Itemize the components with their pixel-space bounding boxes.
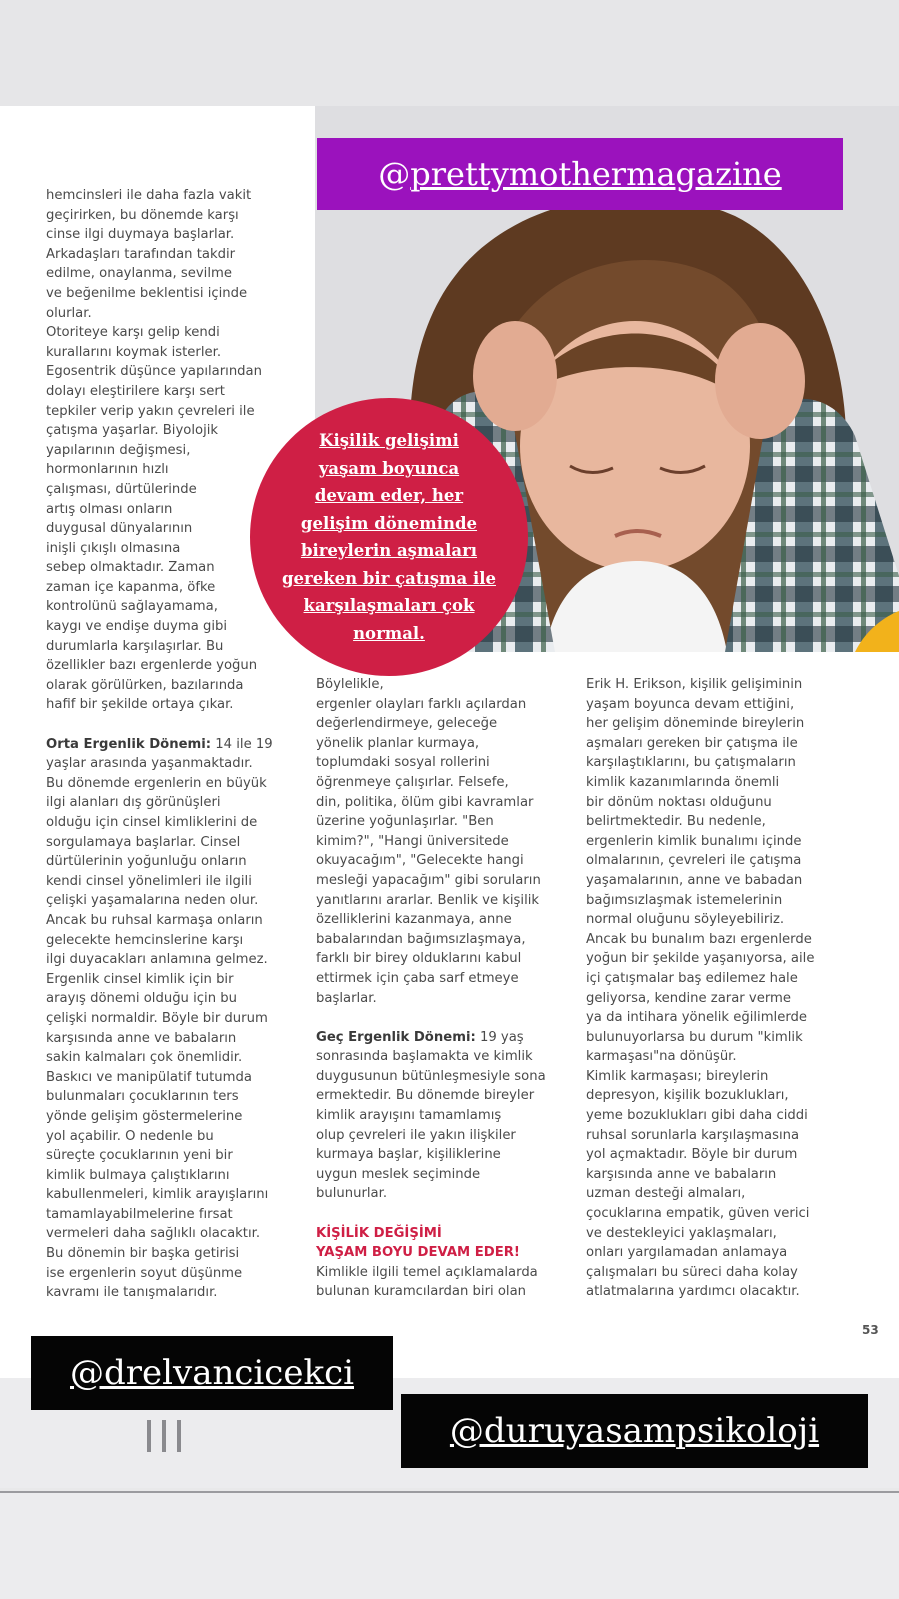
drelvancicekci-tag[interactable] <box>31 1336 393 1410</box>
menu-bars-icon[interactable] <box>145 1418 183 1454</box>
article-column-3 <box>586 675 841 1302</box>
col2-body: 19 yaş sonrasında başlamakta ve kimlik duygusunun bütünleşmesiyle sona ermektedir. Bu dönemde bireyler kimlik arayışını tamamlamış olup çevreleri ile yakın ilişkiler kurmaya başlar, kişiliklerine uygun meslek seçiminde bulunurlar. <box>316 1029 546 1202</box>
col2-heading: Geç Ergenlik Dönemi: <box>316 1029 476 1045</box>
duruyasampsikoloji-tag-text: @duruyasampsikoloji <box>449 1411 820 1451</box>
col1-heading: Orta Ergenlik Dönemi: <box>46 736 212 752</box>
col1-body: 14 ile 19 yaşlar arasında yaşanmaktadır. Bu dönemde ergenlerin en büyük ilgi alanları dış görünüşleri olduğu için cinsel kimliklerini de sorgulamaya başlarlar. Cinsel dürtülerinin yoğunluğu onların kendi cinsel yönelimleri ile ilgili çelişki yaşamalarına neden olur. Ancak bu ruhsal karmaşa onların gelecekte hemcinslerine karşı ilgi duyacakları anlamına gelmez. Ergenlik cinsel kimlik için bir arayış dönemi olduğu için bu çelişki normaldir. Böyle bir durum karşısında anne ve babaların sakin kalmaları çok önemlidir. Baskıcı ve manipülatif tutumda bulunmaları çocuklarının ters yönde gelişim göstermelerine yol açabilir. O nedenle bu süreçte çocuklarının yeni bir kimlik bulmaya çalıştıklarını kabullenmeleri, kimlik arayışlarını tamamlayabilmelerine fırsat vermeleri daha sağlıklı olacaktır. Bu dönemin bir başka getirisi ise ergenlerin soyut düşünme kavramı ile tanışmalarıdır. <box>46 736 273 1301</box>
callout-text: Kişilik gelişimi yaşam boyunca devam eder, her gelişim döneminde bireylerin aşmaları gereken bir çatışma ile karşılaşmaları çok normal. <box>282 431 496 643</box>
article-column-2 <box>316 675 566 1302</box>
top-background <box>0 0 899 106</box>
col1-intro: hemcinsleri ile daha fazla vakit geçirirken, bu dönemde karşı cinse ilgi duymaya başlarlar. Arkadaşları tarafından takdir edilme, onaylanma, sevilme ve beğenilme beklentisi içinde olurlar. Otoriteye karşı gelip kendi kurallarını koymak isterler. Egosentrik düşünce yapılarından dolayı eleştirilere karşı sert tepkiler verip yakın çevreleri ile çatışma yaşarlar. Biyolojik yapılarının değişmesi, hormonlarının hızlı çalışması, dürtülerinde artış olması onların duygusal dünyalarının inişli çıkışlı olmasına sebep olmaktadır. Zaman zaman içe kapanma, öfke kontrolünü sağlayamama, kaygı ve endişe duyma gibi durumlarla karşılaşırlar. Bu özellikler bazı ergenlerde yoğun olarak görülürken, bazılarında hafif bir şekilde ortaya çıkar. <box>46 188 262 713</box>
col2-intro: Böylelikle, ergenler olayları farklı açılardan değerlendirmeye, geleceğe yönelik planlar kurmaya, toplumdaki sosyal rollerini öğrenmeye çalışırlar. Felsefe, din, politika, ölüm gibi kavramlar üzerine yoğunlaşırlar. "Ben kimim?", "Hangi üniversitede okuyacağım", "Gelecekte hangi mesleği yapacağım" gibi soruların yanıtlarını ararlar. Benlik ve kişilik özelliklerini kazanmaya, anne babalarından bağımsızlaşmaya, farklı bir birey olduklarını kabul ettirmek için çaba sarf etmeye başlarlar. <box>316 677 541 1006</box>
prettymother-tag[interactable] <box>317 138 843 210</box>
article-column-1 <box>46 186 296 1303</box>
col2-tail: Kimlikle ilgili temel açıklamalarda bulunan kuramcılardan biri olan <box>316 1264 538 1300</box>
col2-red-heading: KİŞİLİK DEĞİŞİMİ YAŞAM BOYU DEVAM EDER! <box>316 1225 520 1261</box>
page-number: 53 <box>862 1323 879 1337</box>
col3-body: Erik H. Erikson, kişilik gelişiminin yaşam boyunca devam ettiğini, her gelişim döneminde bireylerin aşmaları gereken bir çatışma ile karşılaştıklarını, bu çatışmaların kimlik kazanımlarında önemli bir dönüm noktası olduğunu belirtmektedir. Bu nedenle, ergenlerin kimlik bunalımı içinde olmalarının, çevreleri ile çatışma yaşamalarının, anne ve babadan bağımsızlaşmak istemelerinin normal oluğunu söyleyebiliriz. Ancak bu bunalım bazı ergenlerde yoğun bir şekilde yaşanıyorsa, aile içi çatışmalar baş edilemez hale geliyorsa, kendine zarar verme ya da intihara yönelik eğilimlerde bulunuyorlarsa bu durum "kimlik karmaşası"na dönüşür. Kimlik karmaşası; bireylerin depresyon, kişilik bozuklukları, yeme bozuklukları gibi daha ciddi ruhsal sorunlarla karşılaşmasına yol açmaktadır. Böyle bir durum karşısında anne ve babaların uzman desteği almaları, çocuklarına empatik, güven verici ve destekleyici yaklaşmaları, onları yargılamadan anlamaya çalışmaları bu süreci daha kolay atlatmalarına yardımcı olacaktır. <box>586 677 815 1300</box>
duruyasampsikoloji-tag[interactable] <box>401 1394 868 1468</box>
lower-background <box>0 1493 899 1599</box>
prettymother-tag-text: @prettymothermagazine <box>378 155 782 193</box>
drelvancicekci-tag-text: @drelvancicekci <box>70 1353 354 1393</box>
